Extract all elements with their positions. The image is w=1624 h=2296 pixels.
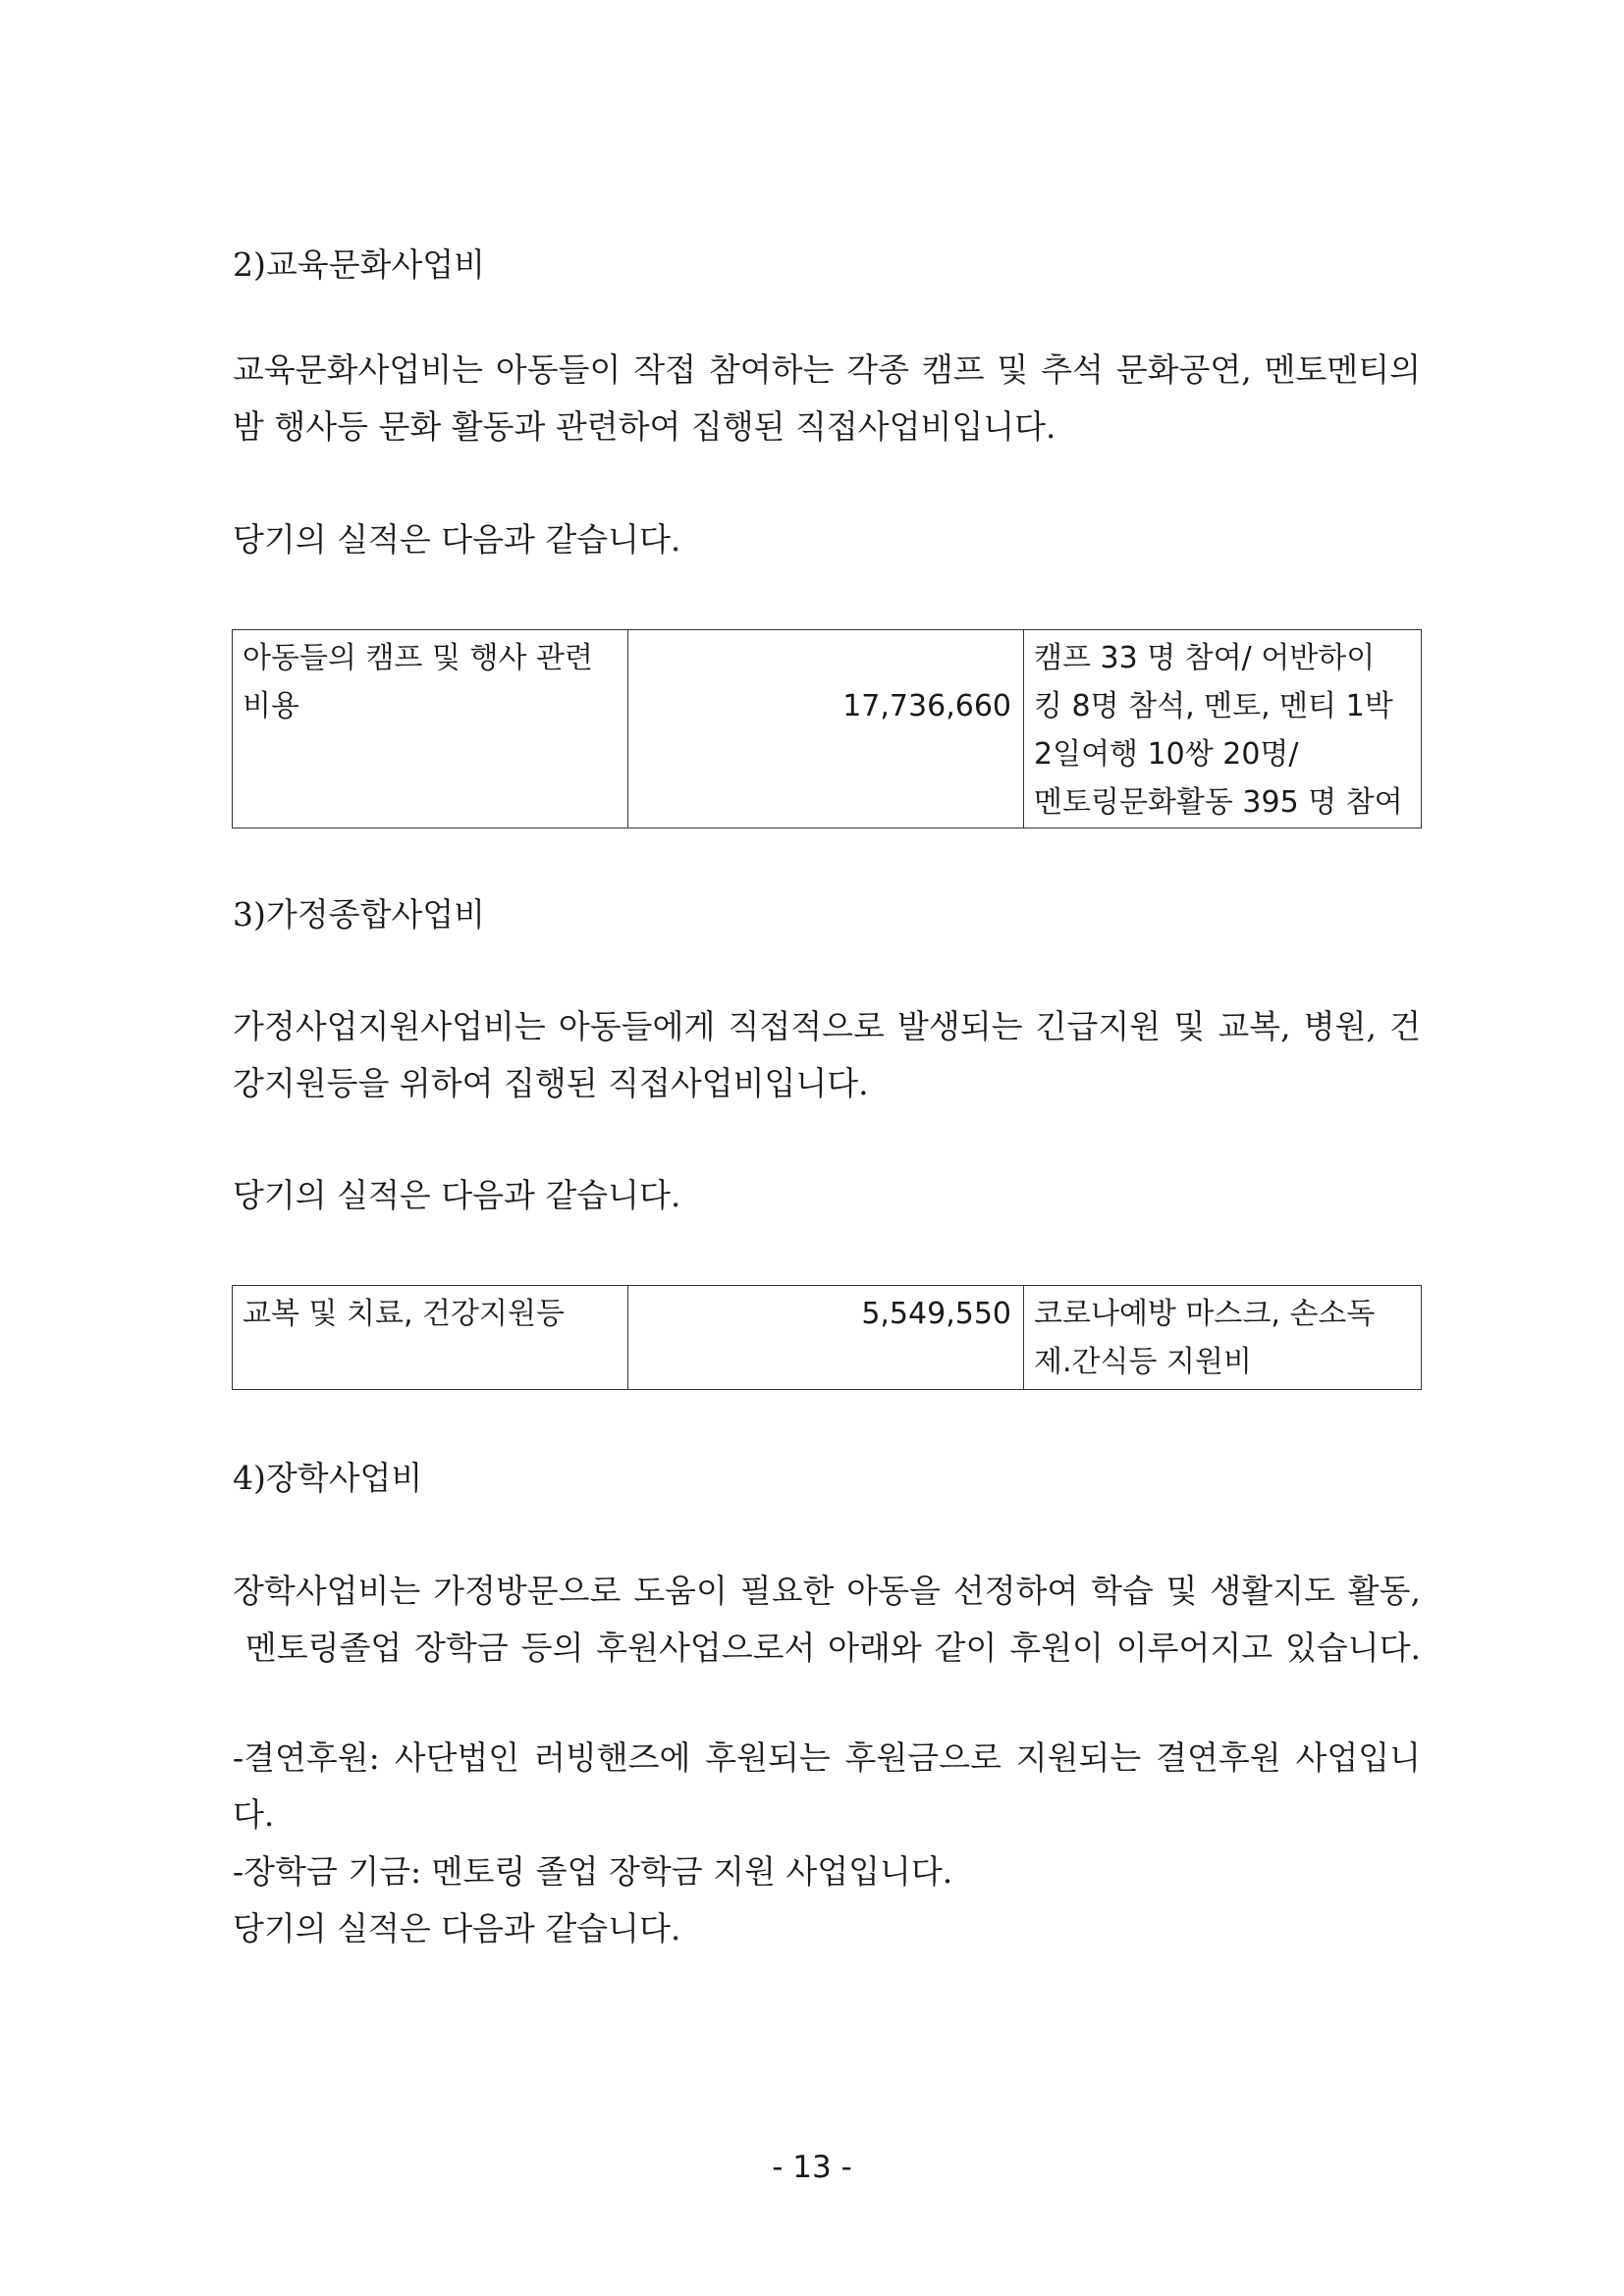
note-line: 제.간식등 지원비 xyxy=(1034,1345,1252,1379)
note-line: 코로나예방 마스크, 손소독 xyxy=(1034,1297,1376,1331)
section-heading-family-support: 3)가정종합사업비 xyxy=(233,895,486,934)
item-line: 비용 xyxy=(243,689,299,723)
bullet-line: -장학금 기금: 멘토링 졸업 장학금 지원 사업입니다. xyxy=(233,1852,953,1891)
page-number: - 13 - xyxy=(772,2150,852,2185)
education-culture-table xyxy=(232,629,1422,828)
note-cell xyxy=(1024,630,1422,828)
note-line: 킹 8명 참석, 멘토, 멘티 1박 xyxy=(1034,689,1393,723)
section-description-family-support xyxy=(233,998,1421,1112)
description-line: 장학사업비는 가정방문으로 도움이 필요한 아동을 선정하여 학습 및 생활지도 활동, xyxy=(233,1572,1421,1610)
note-cell xyxy=(1024,1286,1422,1390)
family-support-table xyxy=(232,1285,1422,1390)
amount-value: 5,549,550 xyxy=(861,1297,1011,1331)
section-description-education-culture xyxy=(233,342,1421,455)
section-description-scholarship xyxy=(233,1563,1421,1677)
note-line: 멘토링문화활동 395 명 참여 xyxy=(1034,785,1403,820)
section-heading-scholarship: 4)장학사업비 xyxy=(233,1459,423,1497)
table-row xyxy=(233,630,1422,828)
amount-value: 17,736,660 xyxy=(842,689,1011,723)
section-heading-education-culture: 2)교육문화사업비 xyxy=(233,245,486,284)
amount-cell xyxy=(628,630,1024,828)
description-line: 가정사업지원사업비는 아동들에게 직접적으로 발생되는 긴급지원 및 교복, 병원, 건 xyxy=(233,1007,1421,1045)
bullet-line: 다. xyxy=(233,1795,275,1834)
performance-intro: 당기의 실적은 다음과 같습니다. xyxy=(233,1909,681,1948)
scholarship-bullets xyxy=(233,1730,1421,1957)
note-line: 2일여행 10쌍 20명/ xyxy=(1034,737,1299,772)
description-line: 멘토링졸업 장학금 등의 후원사업으로서 아래와 같이 후원이 이루어지고 있습니다. xyxy=(233,1629,1421,1667)
item-cell xyxy=(233,1286,628,1390)
performance-intro: 당기의 실적은 다음과 같습니다. xyxy=(233,1176,681,1214)
note-line: 캠프 33 명 참여/ 어반하이 xyxy=(1034,641,1376,675)
table-row xyxy=(233,1286,1422,1390)
item-line: 교복 및 치료, 건강지원등 xyxy=(243,1297,565,1331)
description-line: 밤 행사등 문화 활동과 관련하여 집행된 직접사업비입니다. xyxy=(233,407,1056,446)
bullet-line: -결연후원: 사단법인 러빙핸즈에 후원되는 후원금으로 지원되는 결연후원 사업입니 xyxy=(233,1738,1421,1777)
description-line: 교육문화사업비는 아동들이 작접 참여하는 각종 캠프 및 추석 문화공연, 멘토멘티의 xyxy=(233,350,1421,389)
item-line: 아동들의 캠프 및 행사 관련 xyxy=(243,641,593,675)
amount-cell xyxy=(628,1286,1024,1390)
performance-intro: 당기의 실적은 다음과 같습니다. xyxy=(233,520,681,559)
description-line: 강지원등을 위하여 집행된 직접사업비입니다. xyxy=(233,1064,869,1102)
item-cell xyxy=(233,630,628,828)
